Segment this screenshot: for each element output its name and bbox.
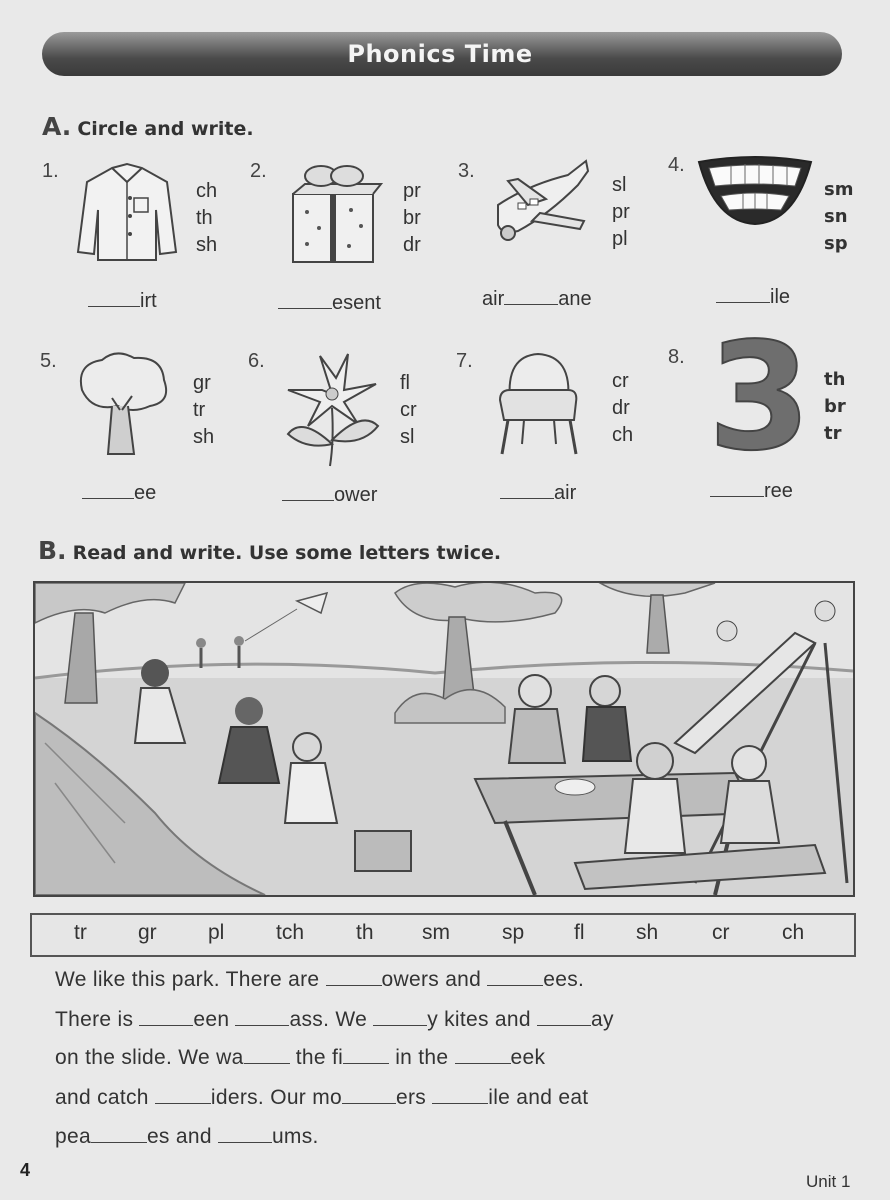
answer-blank[interactable] — [155, 1087, 211, 1104]
item-5-answer — [82, 482, 156, 505]
paragraph-text: in the — [389, 1046, 455, 1069]
paragraph-text: ile and eat — [488, 1086, 589, 1109]
item-6-option[interactable]: fl — [400, 372, 410, 394]
answer-blank[interactable] — [504, 288, 558, 305]
item-6-answer — [282, 484, 377, 507]
word-bank-item: ch — [782, 921, 805, 944]
item-6-options — [400, 370, 417, 451]
item-7-option[interactable]: cr — [612, 370, 629, 392]
item-1-options — [196, 178, 217, 259]
item-5-suffix: ee — [134, 482, 157, 504]
answer-blank[interactable] — [91, 1126, 147, 1143]
item-7-option[interactable]: ch — [612, 424, 634, 446]
item-2-option[interactable]: dr — [403, 234, 421, 256]
shirt-icon — [72, 160, 182, 265]
word-bank-item: tch — [276, 921, 305, 944]
paragraph-text: ers — [396, 1086, 433, 1109]
item-4-number: 4. — [668, 154, 685, 176]
flower-icon — [282, 350, 382, 468]
answer-blank[interactable] — [432, 1087, 488, 1104]
item-2-option[interactable]: br — [403, 207, 421, 229]
item-1-suffix: irt — [140, 290, 157, 312]
item-3-suffix: ane — [558, 288, 592, 310]
answer-blank[interactable] — [716, 286, 770, 303]
item-3-number: 3. — [458, 160, 475, 182]
word-bank-item: sm — [422, 921, 450, 944]
section-a-letter: A. — [42, 112, 72, 141]
paragraph-text: owers and — [381, 968, 488, 991]
answer-blank[interactable] — [373, 1009, 427, 1026]
paragraph-text: es and — [146, 1125, 218, 1148]
answer-blank[interactable] — [282, 484, 334, 501]
page-title: Phonics Time — [347, 40, 533, 68]
item-5-option[interactable]: gr — [193, 372, 211, 394]
paragraph-line-1 — [55, 968, 584, 992]
item-4-answer — [716, 286, 790, 309]
answer-blank[interactable] — [218, 1126, 272, 1143]
paragraph-text: ay — [591, 1008, 614, 1031]
number-three-icon: 3 — [708, 311, 811, 483]
item-2-answer — [278, 292, 381, 315]
item-5-options — [193, 370, 214, 451]
item-4-suffix: ile — [770, 286, 791, 308]
answer-blank[interactable] — [487, 969, 543, 986]
item-2-suffix: esent — [332, 292, 381, 314]
item-5-option[interactable]: sh — [193, 426, 215, 448]
item-8-suffix: ree — [764, 480, 793, 502]
item-7-answer — [500, 482, 576, 505]
paragraph-text: on the slide. We wa — [55, 1046, 244, 1069]
answer-blank[interactable] — [139, 1009, 193, 1026]
item-1-option[interactable]: sh — [196, 234, 218, 256]
word-bank-item: gr — [138, 921, 157, 944]
page-number: 4 — [20, 1160, 31, 1180]
item-2-number: 2. — [250, 160, 267, 182]
answer-blank[interactable] — [343, 1047, 389, 1064]
tree-icon — [72, 350, 172, 460]
chair-icon — [496, 350, 581, 458]
paragraph-text: We like this park. There are — [55, 968, 326, 991]
airplane-icon — [488, 155, 598, 250]
section-b-instruction: Read and write. Use some letters twice. — [72, 542, 502, 564]
section-a-heading — [42, 112, 254, 141]
smile-icon — [695, 152, 815, 232]
answer-blank[interactable] — [710, 480, 764, 497]
paragraph-line-3 — [55, 1046, 545, 1070]
item-4-option[interactable]: sp — [824, 233, 848, 254]
item-5-number: 5. — [40, 350, 57, 372]
word-bank-item: tr — [74, 921, 87, 944]
paragraph-text: eek — [510, 1046, 546, 1069]
item-4-options — [824, 176, 853, 257]
item-1-number: 1. — [42, 160, 59, 182]
item-7-suffix: air — [554, 482, 577, 504]
paragraph-text: and catch — [55, 1086, 155, 1109]
item-3-prefix: air — [482, 288, 505, 310]
paragraph-text: ass. We — [289, 1008, 374, 1031]
item-8-option[interactable]: th — [824, 369, 846, 390]
park-scene-illustration — [33, 581, 855, 897]
item-2-option[interactable]: pr — [403, 180, 421, 202]
paragraph-text: There is — [55, 1008, 140, 1031]
answer-blank[interactable] — [326, 969, 382, 986]
word-bank-item: fl — [574, 921, 585, 944]
item-1-answer — [88, 290, 157, 313]
item-4-option[interactable]: sn — [824, 206, 848, 227]
item-3-option[interactable]: pl — [612, 228, 628, 250]
word-bank-item: th — [356, 921, 374, 944]
word-bank-item: pl — [208, 921, 225, 944]
answer-blank[interactable] — [500, 482, 554, 499]
paragraph-line-5 — [55, 1125, 319, 1149]
paragraph-text: iders. Our mo — [210, 1086, 343, 1109]
item-5-option[interactable]: tr — [193, 399, 206, 421]
paragraph-line-4 — [55, 1086, 588, 1110]
item-4-option[interactable]: sm — [824, 179, 854, 200]
word-bank-item: cr — [712, 921, 730, 944]
paragraph-text: ums. — [271, 1125, 319, 1148]
answer-blank[interactable] — [342, 1087, 396, 1104]
paragraph-text: the fi — [289, 1046, 344, 1069]
answer-blank[interactable] — [455, 1047, 511, 1064]
unit-label: Unit 1 — [806, 1172, 851, 1191]
word-bank-item: sp — [502, 921, 525, 944]
item-8-option[interactable]: br — [824, 396, 846, 417]
paragraph-text: pea — [55, 1125, 91, 1148]
section-a-instruction: Circle and write. — [77, 118, 254, 140]
answer-blank[interactable] — [537, 1009, 591, 1026]
section-b-heading — [38, 536, 501, 565]
item-8-option[interactable]: tr — [824, 423, 842, 444]
paragraph-text: ees. — [543, 968, 585, 991]
present-icon — [283, 162, 388, 267]
item-7-option[interactable]: dr — [612, 397, 630, 419]
item-6-option[interactable]: sl — [400, 426, 415, 448]
item-2-options — [403, 178, 421, 259]
word-bank-item: sh — [636, 921, 659, 944]
paragraph-text: y kites and — [427, 1008, 538, 1031]
item-6-number: 6. — [248, 350, 265, 372]
item-7-number: 7. — [456, 350, 473, 372]
paragraph-line-2 — [55, 1008, 614, 1032]
answer-blank[interactable] — [88, 290, 140, 307]
item-3-options — [612, 172, 630, 253]
word-bank — [30, 913, 856, 957]
item-6-suffix: ower — [334, 484, 378, 506]
answer-blank[interactable] — [244, 1047, 290, 1064]
item-3-option[interactable]: sl — [612, 174, 627, 196]
paragraph-text: een — [193, 1008, 236, 1031]
answer-blank[interactable] — [235, 1009, 289, 1026]
item-3-answer — [482, 288, 592, 311]
item-1-option[interactable]: th — [196, 207, 213, 229]
item-7-options — [612, 368, 633, 449]
item-8-number: 8. — [668, 346, 685, 368]
answer-blank[interactable] — [278, 292, 332, 309]
section-b-letter: B. — [38, 536, 67, 565]
item-1-option[interactable]: ch — [196, 180, 218, 202]
item-8-answer — [710, 480, 793, 503]
item-6-option[interactable]: cr — [400, 399, 417, 421]
item-8-options — [824, 366, 846, 447]
item-3-option[interactable]: pr — [612, 201, 630, 223]
answer-blank[interactable] — [82, 482, 134, 499]
